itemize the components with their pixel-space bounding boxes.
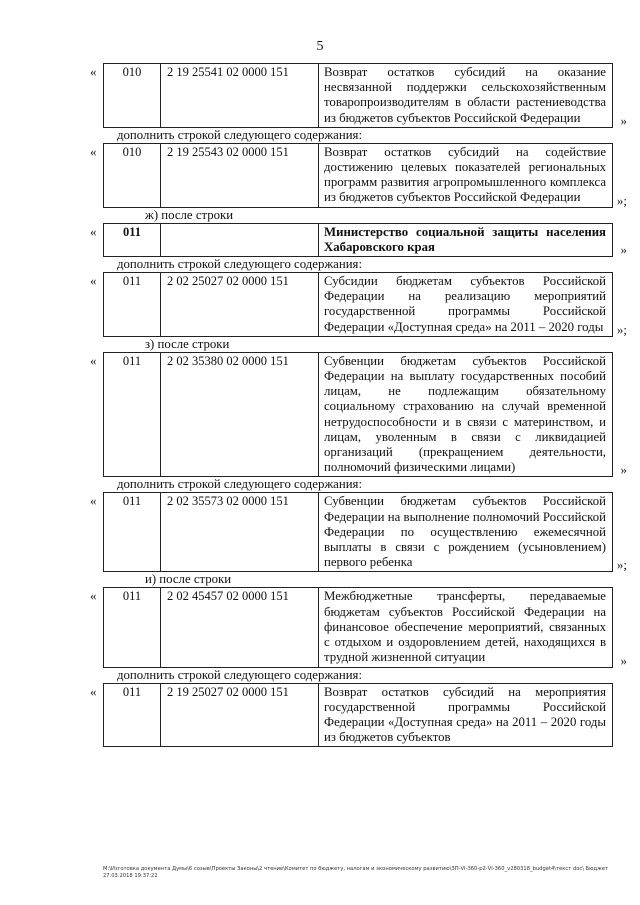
instruction-line: дополнить строкой следующего содержания: [117, 257, 363, 272]
table-row [90, 587, 627, 668]
table-row [90, 683, 613, 748]
cell-kbk-code [161, 224, 319, 256]
close-quote: » [620, 652, 627, 668]
cell-admin-code: 011 [104, 684, 161, 747]
cell-description: Возврат остатков субсидий на мероприятия государственной программы Российской Федерации «Доступная среда» на 2011 – 2020 годы из бюджетов субъектов [324, 684, 606, 745]
cell-kbk-code: 2 19 25027 02 0000 151 [161, 684, 319, 747]
cell-admin-code: 011 [104, 493, 161, 571]
close-quote: »; [616, 192, 627, 208]
instruction-line: дополнить строкой следующего содержания: [117, 477, 363, 492]
cell-admin-code: 011 [104, 353, 161, 477]
page-number: 5 [316, 39, 324, 54]
cell-description: Субсидии бюджетам субъектов Российской Федерации на реализацию мероприятий государственной программы Российской Федерации «Доступная среда» на 2011 – 2020 годы [324, 274, 606, 334]
cell-kbk-code: 2 19 25543 02 0000 151 [161, 144, 319, 207]
table-row [90, 272, 627, 337]
instruction-line: ж) после строки [145, 207, 234, 222]
table-row [90, 63, 627, 128]
open-quote: « [90, 588, 97, 604]
document-body [90, 63, 627, 747]
cell-admin-code: 011 [104, 224, 161, 256]
instruction-line: дополнить строкой следующего содержания: [117, 127, 363, 142]
table-row [90, 352, 627, 478]
table-row [90, 223, 627, 258]
cell-admin-code: 010 [104, 144, 161, 207]
table-row [90, 492, 627, 573]
open-quote: « [90, 493, 97, 509]
cell-kbk-code: 2 19 25541 02 0000 151 [161, 64, 319, 127]
instruction-line: и) после строки [145, 572, 232, 587]
open-quote: « [90, 143, 97, 159]
open-quote: « [90, 273, 97, 289]
cell-description: Возврат остатков субсидий на оказание несвязанной поддержки сельскохозяйственным товаропроизводителям в области растениеводства из бюджетов субъектов Российской Федерации [324, 65, 606, 125]
cell-admin-code: 010 [104, 64, 161, 127]
open-quote: « [90, 64, 97, 79]
close-quote: » [620, 242, 627, 258]
close-quote: » [620, 462, 627, 478]
cell-admin-code: 011 [104, 588, 161, 666]
cell-description: Министерство социальной защиты населения Хабаровского края [324, 224, 606, 254]
cell-kbk-code: 2 02 45457 02 0000 151 [161, 588, 319, 666]
close-quote: » [620, 112, 627, 128]
cell-description: Межбюджетные трансферты, передаваемые бюджетам субъектов Российской Федерации на финансовое обеспечение мероприятий, связанных с отдыхом и оздоровлением детей, находящихся в трудной жизненной ситуации [324, 589, 606, 665]
cell-description: Субвенции бюджетам субъектов Российской Федерации на выполнение полномочий Российской Федерации по осуществлению ежемесячной выплаты в связи с рождением (усыновлением) первого ребенка [324, 494, 606, 570]
close-quote: »; [616, 557, 627, 573]
cell-description: Возврат остатков субсидий на содействие достижению целевых показателей региональных программ развития агропромышленного комплекса из бюджетов субъектов Российской Федерации [324, 144, 606, 205]
instruction-line: з) после строки [145, 336, 230, 351]
close-quote: »; [616, 321, 627, 337]
footer-filepath: М:\Изготовка документа Думы\6 созыв\Проекты Законы\2 чтение\Комитет по бюджету, налогам и экономическому развитию\ЗП-VI-360-р2-VI-360_v280318_budget4\текст doc\ Бюджет 27.03.2018 19:37:22 [103, 866, 609, 879]
cell-kbk-code: 2 02 25027 02 0000 151 [161, 273, 319, 336]
open-quote: « [90, 683, 97, 699]
open-quote: « [90, 223, 97, 239]
cell-kbk-code: 2 02 35380 02 0000 151 [161, 353, 319, 477]
open-quote: « [90, 352, 97, 368]
cell-kbk-code: 2 02 35573 02 0000 151 [161, 493, 319, 571]
cell-description: Субвенции бюджетам субъектов Российской Федерации на выплату государственных пособий лицам, не подлежащим обязательному социальному страхованию на случай временной нетрудоспособности и в связи с материнством, и лицам, уволенным в связи с ликвидацией организаций (прекращением деятельности, полномочий физическими лицами) [324, 353, 606, 475]
instruction-line: дополнить строкой следующего содержания: [117, 667, 363, 682]
cell-admin-code: 011 [104, 273, 161, 336]
table-row [90, 143, 627, 208]
